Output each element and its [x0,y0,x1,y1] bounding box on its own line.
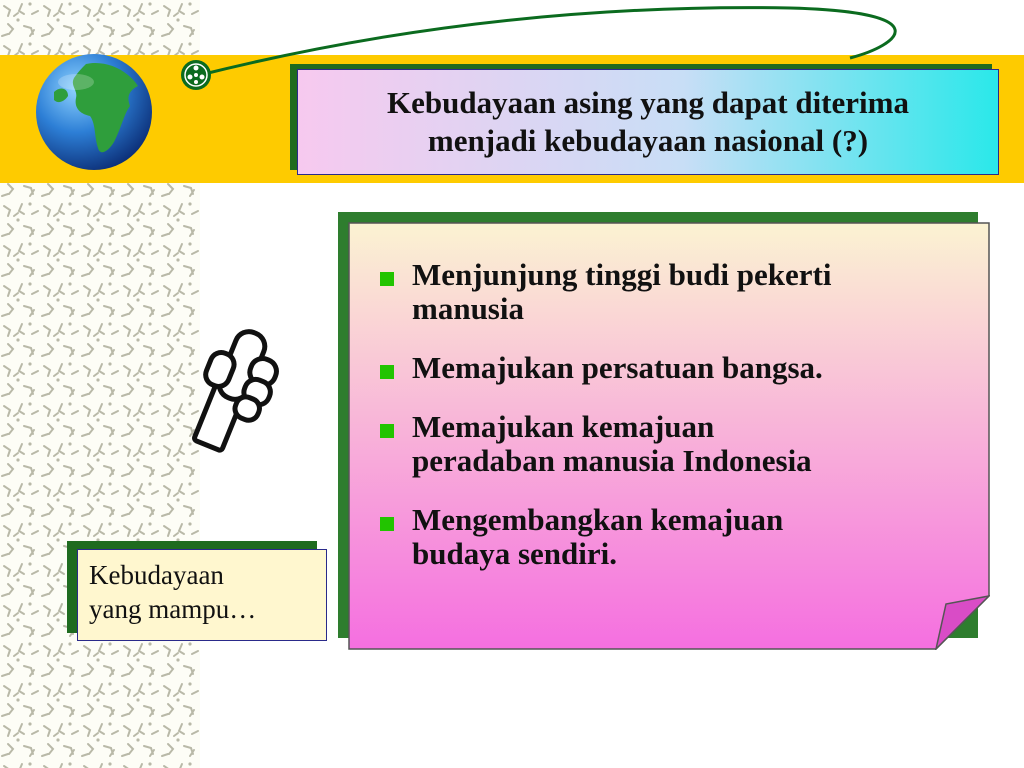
list-item [380,351,970,385]
pointing-hand-icon [178,325,308,465]
side-note-box [77,549,327,641]
list-item [380,258,970,326]
bullet-1-line-1: Menjunjung tinggi budi pekerti [412,257,832,292]
side-note-line-2: yang mampu… [89,594,257,624]
title-line-1: Kebudayaan asing yang dapat diterima [387,85,909,120]
bullet-4-line-1: Mengembangkan kemajuan [412,502,784,537]
bullet-1-line-2: manusia [412,291,524,326]
page-title [297,69,999,175]
side-note-line-1: Kebudayaan [89,560,224,590]
bullet-2-line-1: Memajukan persatuan bangsa. [412,350,823,385]
green-node-icon [181,60,211,90]
bullet-list [380,258,970,596]
green-square-bullet [380,272,394,286]
green-square-bullet [380,424,394,438]
bullet-4-line-2: budaya sendiri. [412,536,618,571]
title-line-2: menjadi kebudayaan nasional (?) [427,123,869,158]
bullet-3-line-2: peradaban manusia Indonesia [412,443,812,478]
list-item [380,410,970,478]
globe-icon [34,52,154,172]
green-square-bullet [380,365,394,379]
green-square-bullet [380,517,394,531]
list-item [380,503,970,571]
bullet-3-line-1: Memajukan kemajuan [412,409,715,444]
